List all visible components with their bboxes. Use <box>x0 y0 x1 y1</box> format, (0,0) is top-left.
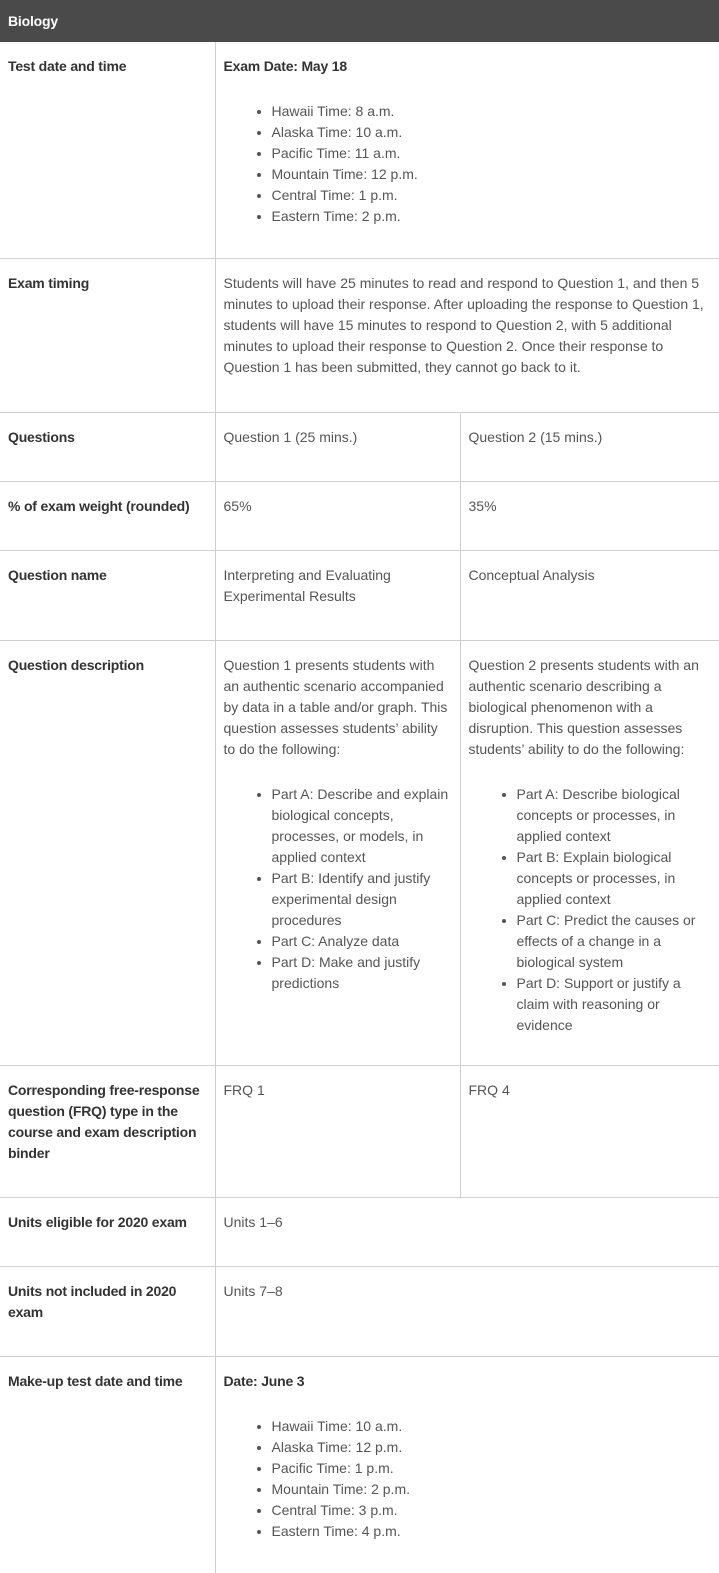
table-row-units-eligible <box>0 1198 719 1267</box>
list-item: • Central Time: 1 p.m. <box>272 185 712 206</box>
q1-parts-list <box>224 784 452 994</box>
row-label: Questions <box>0 413 215 482</box>
table-row-makeup-date <box>0 1357 719 1573</box>
row-label: Make-up test date and time <box>0 1357 215 1573</box>
list-item: • Part A: Describe biological concepts or processes, in applied context <box>517 784 712 847</box>
q1-weight-cell: 65% <box>215 482 460 551</box>
list-item: • Part D: Support or justify a claim with reasoning or evidence <box>517 973 712 1036</box>
q1-name-cell: Interpreting and Evaluating Experimental Results <box>215 551 460 641</box>
units-eligible-cell: Units 1–6 <box>215 1198 719 1267</box>
table-row-weight <box>0 482 719 551</box>
list-item: • Part B: Identify and justify experimental design procedures <box>272 868 452 931</box>
exam-date-heading: Exam Date: May 18 <box>224 56 712 77</box>
list-item: • Part B: Explain biological concepts or processes, in applied context <box>517 847 712 910</box>
table-title: Biology <box>0 0 719 42</box>
q2-name-cell: Conceptual Analysis <box>460 551 719 641</box>
row-label: Question description <box>0 641 215 1066</box>
list-item: • Eastern Time: 2 p.m. <box>272 206 712 227</box>
list-item: • Part C: Predict the causes or effects of a change in a biological system <box>517 910 712 973</box>
list-item: • Part C: Analyze data <box>272 931 452 952</box>
row-label: % of exam weight (rounded) <box>0 482 215 551</box>
makeup-date-heading: Date: June 3 <box>224 1371 712 1392</box>
row-label: Corresponding free-response question (FRQ) type in the course and exam description binder <box>0 1066 215 1198</box>
row-label: Question name <box>0 551 215 641</box>
q1-description-cell <box>215 641 460 1066</box>
list-item: • Pacific Time: 1 p.m. <box>272 1458 712 1479</box>
exam-timing-text: Students will have 25 minutes to read and respond to Question 1, and then 5 minutes to upload their response. After uploading the response to Question 1, students will have 15 minutes to respond to Question 2, with 5 additional minutes to upload their response to Question 2. Once their response to Question 1 has been submitted, they cannot go back to it. <box>215 259 719 413</box>
list-item: • Part D: Make and justify predictions <box>272 952 452 994</box>
makeup-date-cell <box>215 1357 719 1573</box>
list-item: • Central Time: 3 p.m. <box>272 1500 712 1521</box>
list-item: • Mountain Time: 2 p.m. <box>272 1479 712 1500</box>
q2-parts-list <box>469 784 712 1036</box>
list-item: • Eastern Time: 4 p.m. <box>272 1521 712 1542</box>
q1-frq-cell: FRQ 1 <box>215 1066 460 1198</box>
q2-description-cell <box>460 641 719 1066</box>
list-item: • Part A: Describe and explain biological concepts, processes, or models, in applied context <box>272 784 452 868</box>
table-row-units-not-included <box>0 1267 719 1357</box>
table-row-question-name <box>0 551 719 641</box>
q2-description-intro: Question 2 presents students with an authentic scenario describing a biological phenomenon with a disruption. This question assesses students’ ability to do the following: <box>469 655 712 760</box>
list-item: • Alaska Time: 10 a.m. <box>272 122 712 143</box>
list-item: • Mountain Time: 12 p.m. <box>272 164 712 185</box>
table-row-question-description <box>0 641 719 1066</box>
table-row-frq-type <box>0 1066 719 1198</box>
question-2-cell: Question 2 (15 mins.) <box>460 413 719 482</box>
list-item: • Alaska Time: 12 p.m. <box>272 1437 712 1458</box>
makeup-time-list <box>224 1416 712 1542</box>
row-label: Units not included in 2020 exam <box>0 1267 215 1357</box>
table-row-exam-timing <box>0 259 719 413</box>
list-item: • Hawaii Time: 8 a.m. <box>272 101 712 122</box>
q1-description-intro: Question 1 presents students with an authentic scenario accompanied by data in a table and/or graph. This question assesses students’ ability to do the following: <box>224 655 452 760</box>
question-1-cell: Question 1 (25 mins.) <box>215 413 460 482</box>
q2-weight-cell: 35% <box>460 482 719 551</box>
list-item: • Hawaii Time: 10 a.m. <box>272 1416 712 1437</box>
q2-frq-cell: FRQ 4 <box>460 1066 719 1198</box>
list-item: • Pacific Time: 11 a.m. <box>272 143 712 164</box>
table-row-questions <box>0 413 719 482</box>
row-label: Test date and time <box>0 42 215 259</box>
test-date-cell <box>215 42 719 259</box>
row-label: Units eligible for 2020 exam <box>0 1198 215 1267</box>
row-label: Exam timing <box>0 259 215 413</box>
table-row-test-date <box>0 42 719 259</box>
exam-time-list <box>224 101 712 227</box>
units-not-included-cell: Units 7–8 <box>215 1267 719 1357</box>
